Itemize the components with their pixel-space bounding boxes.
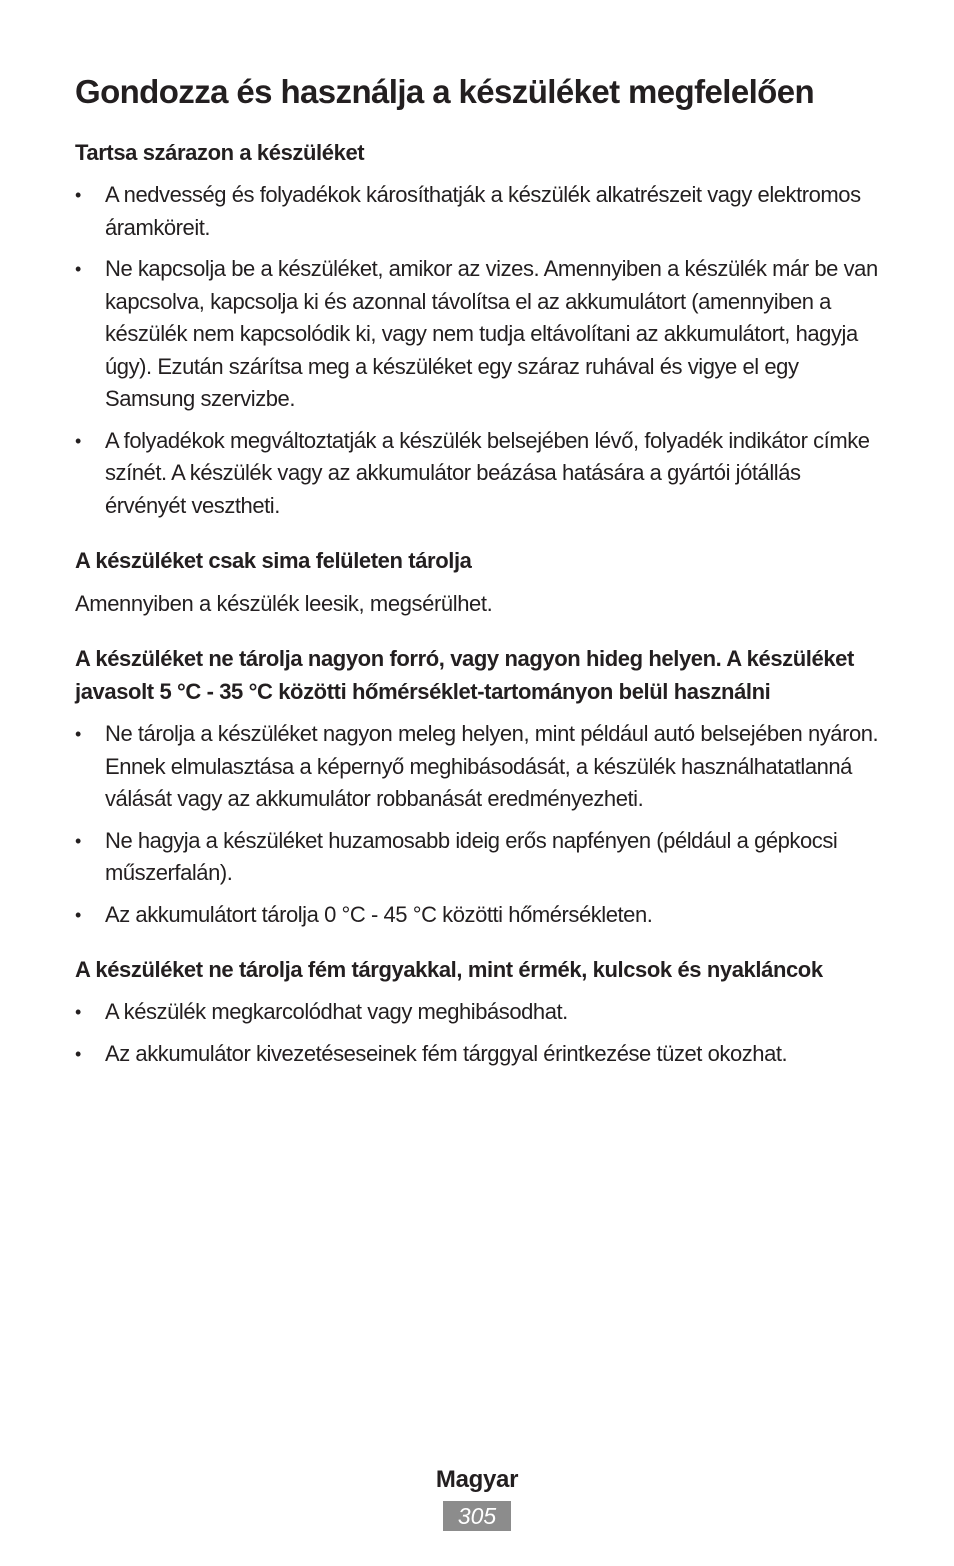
bullet-marker: • [75,1043,81,1064]
page-footer [0,1463,954,1531]
bullet-list [75,996,885,1070]
section-heading: Tartsa szárazon a készüléket [75,140,365,165]
bullet-marker: • [75,830,81,851]
list-item [75,718,885,816]
bullet-marker: • [75,904,81,925]
list-item [75,996,885,1029]
list-item [75,425,885,523]
bullet-marker: • [75,430,81,451]
manual-page [75,70,885,1092]
section-temperature [75,642,885,931]
list-item-text: Ne tárolja a készüléket nagyon meleg helyen, mint például autó belsejében nyáron. Ennek elmulasztása a képernyő meghibásodását, a készülék használhatatlanná válását vagy az akkumulátor robbanását eredményezheti. [105,721,879,811]
bullet-marker: • [75,185,81,205]
bullet-marker: • [75,724,81,744]
bullet-marker: • [75,1002,81,1022]
section-keep-dry [75,136,885,522]
list-item-text: A folyadékok megváltoztatják a készülék belsejében lévő, folyadék indikátor címke színét. A készülék vagy az akkumulátor beázása hatására a gyártói jótállás érvényét vesztheti. [105,427,870,518]
section-heading: A készüléket ne tárolja fém tárgyakkal, mint érmék, kulcsok és nyakláncok [75,957,823,982]
list-item [75,253,885,416]
section-flat-surface [75,544,885,620]
section-paragraph: Amennyiben a készülék leesik, megsérülhet. [75,591,493,616]
section-metal-objects [75,953,885,1070]
list-item-text: Ne hagyja a készüléket huzamosabb ideig erős napfényen (például a gépkocsi műszerfalán). [105,827,838,885]
section-heading: A készüléket csak sima felületen tárolja [75,548,472,573]
page-number: 305 [443,1501,511,1531]
list-item [75,899,885,932]
list-item-text: A készülék megkarcolódhat vagy meghibásodhat. [105,999,568,1024]
list-item [75,825,885,890]
list-item-text: Az akkumulátort tárolja 0 °C - 45 °C közötti hőmérsékleten. [105,901,653,927]
list-item-text: Az akkumulátor kivezetéseseinek fém tárggyal érintkezése tüzet okozhat. [105,1040,788,1066]
list-item-text: A nedvesség és folyadékok károsíthatják a készülék alkatrészeit vagy elektromos áramköreit. [105,182,861,240]
list-item-text: Ne kapcsolja be a készüléket, amikor az vizes. Amennyiben a készülék már be van kapcsolva, kapcsolja ki és azonnal távolítsa el az akkumulátort (amennyiben a készülék nem kapcsolódik ki, vagy nem tudja eltávolítani az akkumulátort, hagyja úgy). Ezután szárítsa meg a készüléket egy száraz ruhával és vigye el egy Samsung szervizbe. [105,256,878,411]
bullet-marker: • [75,259,81,279]
bullet-list [75,718,885,931]
bullet-list [75,179,885,522]
section-heading: A készüléket ne tárolja nagyon forró, vagy nagyon hideg helyen. A készüléket javasolt 5 °C - 35 °C közötti hőmérséklet-tartományon belül használni [75,646,854,704]
footer-language: Magyar [435,1466,519,1493]
page-title: Gondozza és használja a készüléket megfelelően [75,73,815,110]
list-item [75,179,885,244]
list-item [75,1038,885,1071]
